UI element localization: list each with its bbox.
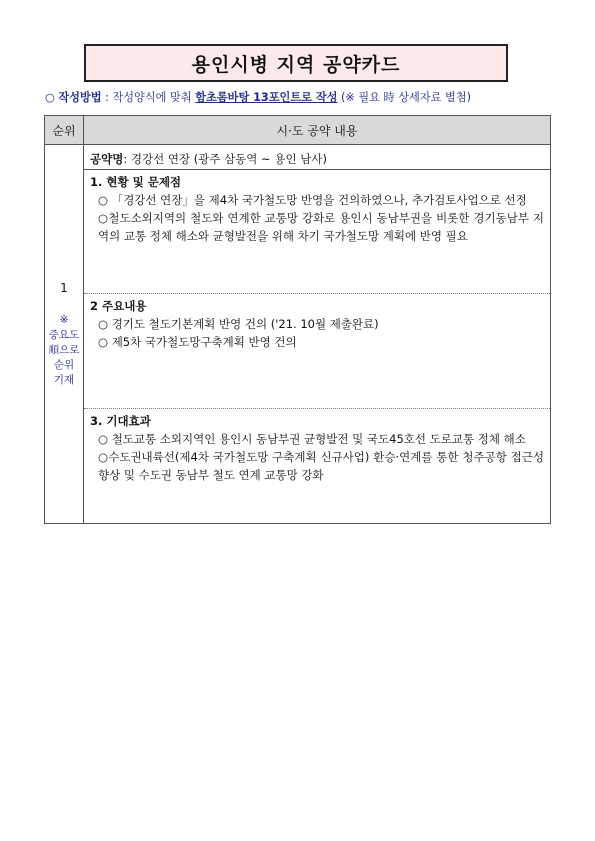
content-cell [84,145,551,524]
rank-note-line: 중요도 [48,328,80,341]
method-colon-text: : 작성양식에 맞춰 [101,91,196,104]
rank-note-line: 順으로 [48,343,80,356]
section-title: 1. 현황 및 문제점 [90,175,182,189]
section-title: 2 주요내용 [90,299,147,313]
writing-method-note [45,89,565,105]
method-bullet: ○ [45,91,55,104]
pledge-row [45,145,551,524]
rank-note-line: ※ [59,313,69,326]
rank-note [45,313,83,388]
table-header-row [45,116,551,145]
section-status-problems [84,170,550,294]
section-item: ○수도권내륙선(제4차 국가철도망 구축계획 신규사업) 환승·연계를 통한 청주공항 접근성 향상 및 수도권 동남부 철도 연계 교통망 강화 [98,450,544,482]
rank-note-line: 기재 [53,373,75,386]
method-extra-note: (※ 필요 時 상세자료 별첨) [337,91,471,104]
header-content: 시·도 공약 내용 [84,116,551,145]
section-item: ○ 경기도 철도기본계획 반영 건의 ('21. 10월 제출완료) [98,317,379,331]
section-item: ○ 철도교통 소외지역인 용인시 동남부권 균형발전 및 국도45호선 도로교통 정체 해소 [98,432,526,446]
method-label: 작성방법 [58,91,102,104]
card-title: 용인시병 지역 공약카드 [84,44,508,82]
section-item: ○ 제5차 국가철도망구축계획 반영 건의 [98,335,297,349]
section-title: 3. 기대효과 [90,414,151,428]
rank-note-line: 순위 [53,358,75,371]
method-font-rule: 함초롬바탕 13포인트로 작성 [195,91,338,104]
header-rank: 순위 [45,116,84,145]
section-item: ○ 「경강선 연장」을 제4차 국가철도망 반영을 건의하였으나, 추가검토사업으로 선정 [98,193,527,207]
rank-number: 1 [60,280,68,295]
pledge-name: : 경강선 연장 (광주 삼동역 ~ 용인 남사) [123,151,327,166]
pledge-table [44,115,551,524]
pledge-name-section [84,145,550,170]
section-item: ○철도소외지역의 철도와 연계한 교통망 강화로 용인시 동남부권을 비롯한 경기동남부 지역의 교통 정체 해소와 균형발전을 위해 차기 국가철도망 계획에 반영 필요 [98,211,544,243]
rank-cell [45,145,84,524]
pledge-label: 공약명 [90,151,124,166]
section-main-contents [84,294,550,409]
section-expected-effects [84,409,550,523]
